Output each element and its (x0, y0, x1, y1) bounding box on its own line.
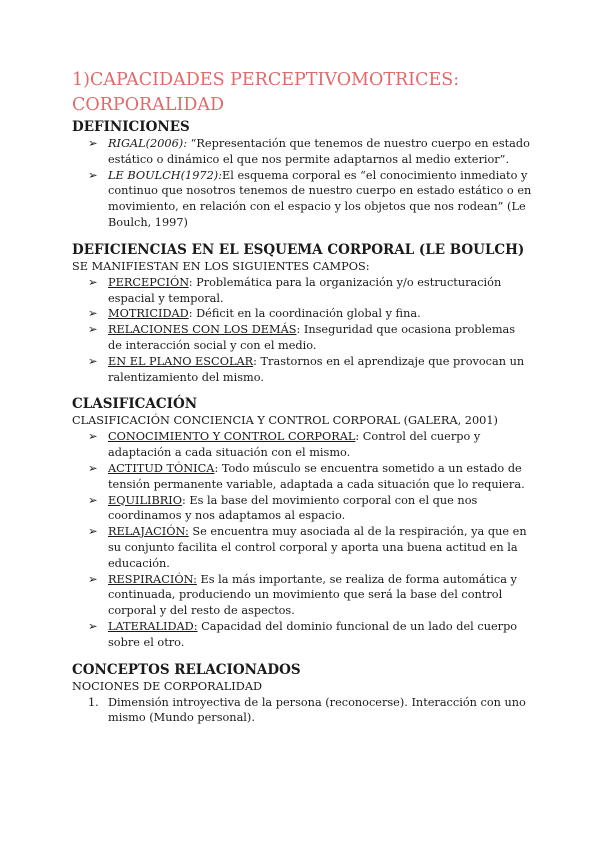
item-text: Se encuentra muy asociada al de la respiración, ya que en su conjunto facilita el control corporal y aporta una buena actitud en la educación. (108, 525, 527, 570)
arrow-bullet-icon: ➢ (88, 493, 98, 507)
item-label: MOTRICIDAD (108, 307, 189, 321)
arrow-bullet-icon: ➢ (88, 168, 98, 182)
arrow-bullet-icon: ➢ (88, 137, 98, 150)
item-label: ACTITUD TÓNICA (108, 461, 215, 475)
item-label: PERCEPCIÓN (108, 275, 189, 289)
item-text: : Control del cuerpo y adaptación a cada situación con el mismo. (108, 430, 481, 460)
page-title-line-1: 1)CAPACIDADES PERCEPTIVOMOTRICES: (72, 70, 460, 90)
list-item (72, 136, 532, 168)
item-text: : Inseguridad que ocasiona problemas de interacción social y con el medio. (108, 323, 516, 352)
list-item (72, 306, 532, 322)
section-subheading: SE MANIFIESTAN EN LOS SIGUIENTES CAMPOS: (72, 259, 370, 273)
section-heading-definiciones: DEFINICIONES (72, 119, 190, 135)
list-item (72, 524, 532, 571)
item-text: : Trastornos en el aprendizaje que provocan un ralentizamiento del mismo. (108, 354, 525, 384)
arrow-bullet-icon: ➢ (88, 619, 98, 633)
definiciones-list (72, 136, 532, 231)
list-item (72, 354, 532, 386)
item-label: RESPIRACIÓN: (108, 572, 197, 586)
section-subheading: CLASIFICACIÓN CONCIENCIA Y CONTROL CORPORAL (GALERA, 2001) (72, 414, 498, 428)
list-item (72, 695, 532, 727)
item-text: Capacidad del dominio funcional de un lado del cuerpo sobre el otro. (108, 619, 518, 649)
item-text: : Es la base del movimiento corporal con el que nos coordinamos y nos adaptamos al espacio. (108, 493, 478, 523)
item-label: RELAJACIÓN: (108, 525, 189, 539)
section-heading-conceptos: CONCEPTOS RELACIONADOS (72, 661, 301, 678)
section-heading-clasificacion: CLASIFICACIÓN (72, 396, 198, 413)
item-text: : Déficit en la coordinación global y fina. (188, 307, 421, 321)
list-item (72, 322, 532, 354)
item-text: Dimensión introyectiva de la persona (reconocerse). Interacción con uno mismo (Mundo personal). (108, 695, 526, 725)
section-definiciones (72, 118, 532, 231)
item-text: “Representación que tenemos de nuestro cuerpo en estado estático o dinámico el que nos permite adaptarnos al medio exterior”. (108, 137, 530, 166)
arrow-bullet-icon: ➢ (88, 572, 98, 586)
document-page (72, 68, 532, 726)
page-title-line-2: CORPORALIDAD (72, 95, 225, 115)
item-label: CONOCIMIENTO Y CONTROL CORPORAL (108, 430, 356, 444)
list-item (72, 275, 532, 307)
page-title (72, 68, 532, 118)
list-item (72, 572, 532, 619)
section-clasificacion (72, 395, 532, 650)
arrow-bullet-icon: ➢ (88, 275, 98, 289)
list-item (72, 429, 532, 461)
item-text: El esquema corporal es “el conocimiento inmediato y continuo que nosotros tenemos de nuestro cuerpo en estado estático o en movimiento, en relación con el espacio y los objetos que nos rodean” (Le Boulch, 1997) (108, 168, 532, 229)
item-text: : Todo músculo se encuentra sometido a un estado de tensión permanente variable, adaptada a cada situación que lo requiera. (108, 461, 525, 491)
section-heading-deficiencias: DEFICIENCIAS EN EL ESQUEMA CORPORAL (LE BOULCH) (72, 241, 525, 258)
conceptos-list (72, 695, 532, 727)
arrow-bullet-icon: ➢ (88, 323, 98, 337)
arrow-bullet-icon: ➢ (88, 354, 98, 368)
clasificacion-list (72, 429, 532, 650)
list-item (72, 493, 532, 525)
section-conceptos (72, 661, 532, 727)
item-label: RELACIONES CON LOS DEMÁS (108, 323, 297, 337)
arrow-bullet-icon: ➢ (88, 461, 98, 475)
deficiencias-list (72, 275, 532, 386)
item-label: EN EL PLANO ESCOLAR (108, 354, 254, 368)
arrow-bullet-icon: ➢ (88, 430, 98, 444)
section-subheading: NOCIONES DE CORPORALIDAD (72, 679, 263, 693)
arrow-bullet-icon: ➢ (88, 307, 98, 321)
item-label: LE BOULCH(1972): (108, 168, 223, 182)
item-text: : Problemática para la organización y/o estructuración espacial y temporal. (108, 275, 502, 305)
item-text: Es la más importante, se realiza de forma automática y continuada, produciendo un movimiento que será la base del control corporal y del resto de aspectos. (108, 572, 517, 618)
arrow-bullet-icon: ➢ (88, 525, 98, 539)
list-item (72, 619, 532, 651)
list-number: 1. (88, 695, 99, 709)
list-item (72, 461, 532, 493)
item-label: RIGAL(2006): (108, 137, 188, 150)
item-label: LATERALIDAD: (108, 619, 198, 633)
section-deficiencias (72, 241, 532, 386)
list-item (72, 168, 532, 231)
item-label: EQUILIBRIO (108, 493, 182, 507)
